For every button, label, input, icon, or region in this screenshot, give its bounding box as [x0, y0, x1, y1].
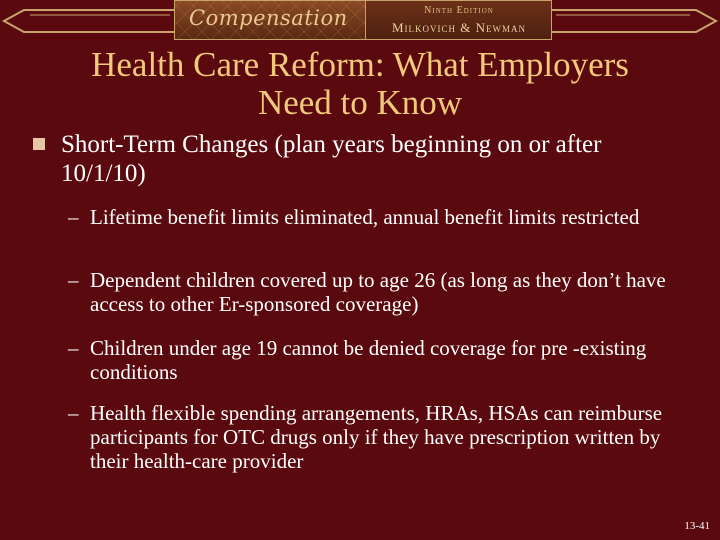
sub-bullet-text: Lifetime benefit limits eliminated, annual benefit limits restricted: [90, 205, 640, 229]
dash-bullet-icon: –: [68, 336, 79, 360]
square-bullet-icon: [33, 138, 45, 150]
logo-right-panel: [365, 1, 551, 39]
header-banner: [0, 0, 720, 42]
title-line-2: Need to Know: [257, 83, 463, 122]
page-number: 13-41: [684, 520, 710, 532]
sub-bullet-text: Dependent children covered up to age 26 (as long as they don’t have access to other Er-sponsored coverage): [90, 268, 666, 316]
authors-label: Milkovich & Newman: [391, 20, 527, 35]
sub-bullet-text: Children under age 19 cannot be denied coverage for pre -existing conditions: [90, 336, 647, 384]
dash-bullet-icon: –: [68, 268, 79, 292]
title-line-1: Health Care Reform: What Employers: [91, 45, 629, 84]
logo-wordmark: Compensation: [189, 6, 348, 30]
slide-title: [20, 46, 700, 122]
edition-label: Ninth Edition: [424, 5, 494, 16]
main-bullet-text: Short-Term Changes (plan years beginning on or after 10/1/10): [61, 131, 602, 187]
dash-bullet-icon: –: [68, 401, 79, 425]
sub-bullet-text: Health flexible spending arrangements, HRAs, HSAs can reimburse participants for OTC drugs only if they have prescription written by their health-care provider: [90, 401, 663, 473]
book-logo: [174, 0, 552, 40]
dash-bullet-icon: –: [68, 205, 79, 229]
logo-left-panel: [175, 1, 365, 39]
